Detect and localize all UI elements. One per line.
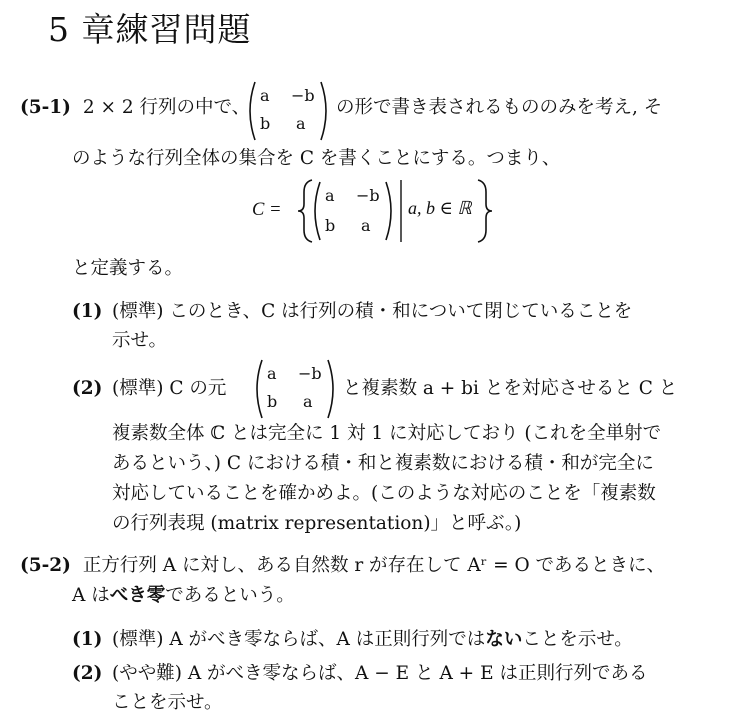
problem-text: と定義する。 — [72, 258, 184, 279]
matrix-brackets — [245, 80, 331, 142]
matrix-ab — [252, 358, 338, 420]
matrix-cell: a — [296, 114, 306, 133]
matrix-cell: −b — [291, 86, 315, 105]
subproblem-text: (標準) A がべき零ならば、A は正則行列では — [112, 629, 486, 650]
emphasis-term: ない — [485, 629, 523, 650]
subproblem-text: (標準) C の元 — [112, 378, 227, 399]
matrix-cell: −b — [356, 186, 380, 205]
subproblem-label: (1) — [72, 629, 103, 650]
problem-5-1-line1 — [20, 94, 250, 122]
matrix-cell: a — [325, 186, 335, 205]
problem-label: (5-2) — [20, 555, 71, 576]
problem-text: の形で書き表されるもののみを考え, そ — [336, 97, 663, 118]
emphasis-term: べき零 — [109, 585, 166, 606]
problem-text: 正方行列 A に対し、ある自然数 r が存在して Aʳ = O であるときに、 — [82, 555, 666, 576]
matrix-brackets — [252, 358, 338, 420]
subproblem-text: 複素数全体 ℂ とは完全に 1 対 1 に対応しており (これを全単射で — [112, 423, 662, 444]
problem-label: (5-1) — [20, 97, 71, 118]
subproblem-text-row — [112, 626, 633, 654]
subproblem-text: (やや難) A がべき零ならば、A − E と A + E は正則行列である — [112, 663, 648, 684]
matrix-cell: a — [303, 392, 313, 411]
subproblem-label: (2) — [72, 663, 103, 684]
subproblem-text: と複素数 a + bi とを対応させると C と — [343, 378, 678, 399]
matrix-cell: b — [325, 216, 336, 235]
matrix-cell: −b — [298, 364, 322, 383]
page-title: 5 章練習問題 — [48, 10, 252, 49]
matrix-cell: b — [267, 392, 278, 411]
matrix-cell: a — [260, 86, 270, 105]
subproblem-text: ことを示せ。 — [522, 629, 633, 650]
matrix-cell: a — [267, 364, 277, 383]
matrix-ab — [245, 80, 331, 142]
problem-text: A は — [72, 585, 110, 606]
set-lhs: C = — [252, 200, 282, 220]
set-condition: a, b ∈ ℝ — [408, 198, 472, 218]
subproblem-text: の行列表現 (matrix representation)」と呼ぶ。) — [112, 513, 522, 534]
matrix-cell: b — [260, 114, 271, 133]
subproblem-label: (2) — [72, 378, 103, 399]
problem-text: であるという。 — [165, 585, 295, 606]
problem-5-2-line1 — [20, 552, 665, 580]
subproblem-text: あるという、) C における積・和と複素数における積・和が完全に — [112, 453, 654, 474]
subproblem-text: 対応していることを確かめよ。(このような対応のことを「複素数 — [112, 483, 656, 504]
subproblem-label: (1) — [72, 301, 103, 322]
problem-text: 2 × 2 行列の中で、 — [82, 97, 251, 118]
subproblem-text: 示せ。 — [112, 330, 167, 351]
subproblem-text: (標準) このとき、C は行列の積・和について閉じていることを — [112, 301, 633, 322]
subproblem-text: ことを示せ。 — [112, 692, 223, 713]
set-builder — [296, 178, 496, 244]
problem-text: のような行列全体の集合を C を書くことにする。つまり、 — [72, 148, 561, 169]
matrix-cell: a — [361, 216, 371, 235]
problem-5-2-line2 — [72, 582, 295, 610]
